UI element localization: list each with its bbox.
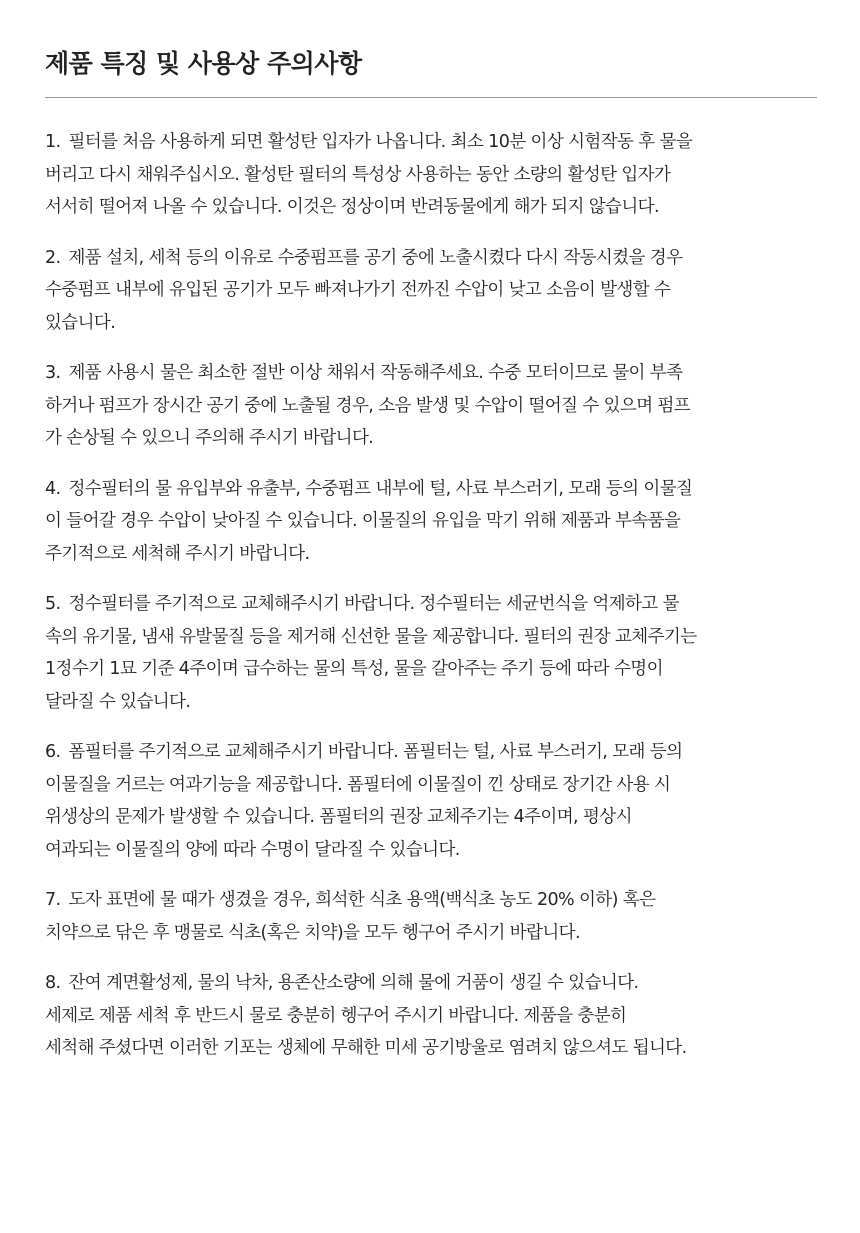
note-number: 5. xyxy=(45,594,61,614)
note-line: 수중펌프 내부에 유입된 공기가 모두 빠져나가기 전까진 수압이 낮고 소음이 발생할 수 xyxy=(45,280,671,300)
note-number: 7. xyxy=(45,890,61,910)
notes-list xyxy=(45,126,818,1065)
note-item xyxy=(45,473,817,571)
note-line: 버리고 다시 채워주십시오. 활성탄 필터의 특성상 사용하는 동안 소량의 활성탄 입자가 xyxy=(45,164,671,185)
note-line: 서서히 떨어져 나올 수 있습니다. 이것은 정상이며 반려동물에게 해가 되지 않습니다. xyxy=(45,197,659,217)
note-line: 주기적으로 세척해 주시기 바랍니다. xyxy=(45,543,310,564)
note-line: 위생상의 문제가 발생할 수 있습니다. 폼필터의 권장 교체주기는 4주이며, 평상시 xyxy=(45,807,632,827)
note-number: 2. xyxy=(45,247,61,268)
note-item xyxy=(45,967,817,1065)
note-line: 하거나 펌프가 장시간 공기 중에 노출될 경우, 소음 발생 및 수압이 떨어질 수 있으며 펌프 xyxy=(45,395,691,416)
page-title: 제품 특징 및 사용상 주의사항 xyxy=(45,49,362,78)
note-line: 여과되는 이물질의 양에 따라 수명이 달라질 수 있습니다. xyxy=(45,839,460,860)
note-line: 치약으로 닦은 후 맹물로 식초(혹은 치약)을 모두 헹구어 주시기 바랍니다. xyxy=(45,922,580,943)
note-line: 이물질을 거르는 여과기능을 제공합니다. 폼필터에 이물질이 낀 상태로 장기간 사용 시 xyxy=(45,774,671,795)
note-number: 4. xyxy=(45,478,61,499)
note-line: 8. 잔여 계면활성제, 물의 낙차, 용존산소량에 의해 물에 거품이 생길 수 있습니다. xyxy=(45,973,639,993)
note-line: 이 들어갈 경우 수압이 낮아질 수 있습니다. 이물질의 유입을 막기 위해 제품과 부속품을 xyxy=(45,511,681,531)
note-line: 1. 필터를 처음 사용하게 되면 활성탄 입자가 나옵니다. 최소 10분 이상 시험작동 후 물을 xyxy=(45,132,693,152)
note-number: 3. xyxy=(45,363,61,383)
title-divider xyxy=(45,97,817,98)
note-item xyxy=(45,588,817,718)
note-line: 속의 유기물, 냄새 유발물질 등을 제거해 신선한 물을 제공합니다. 필터의 권장 교체주기는 xyxy=(45,626,697,647)
note-number: 1. xyxy=(45,132,61,152)
note-line: 가 손상될 수 있으니 주의해 주시기 바랍니다. xyxy=(45,428,374,448)
note-item xyxy=(45,736,817,866)
note-item xyxy=(45,357,817,455)
note-line: 세척해 주셨다면 이러한 기포는 생체에 무해한 미세 공기방울로 염려치 않으셔도 됩니다. xyxy=(45,1038,687,1058)
note-line: 달라질 수 있습니다. xyxy=(45,691,191,712)
note-item xyxy=(45,126,817,224)
note-line: 1정수기 1묘 기준 4주이며 급수하는 물의 특성, 물을 갈아주는 주기 등에 따라 수명이 xyxy=(45,659,663,679)
note-number: 6. xyxy=(45,742,61,762)
note-line: 6. 폼필터를 주기적으로 교체해주시기 바랍니다. 폼필터는 털, 사료 부스러기, 모래 등의 xyxy=(45,742,683,762)
note-line: 5. 정수필터를 주기적으로 교체해주시기 바랍니다. 정수필터는 세균번식을 억제하고 물 xyxy=(45,594,679,614)
note-item xyxy=(45,242,817,340)
note-line: 4. 정수필터의 물 유입부와 유출부, 수중펌프 내부에 털, 사료 부스러기, 모래 등의 이물질 xyxy=(45,478,693,499)
note-line: 2. 제품 설치, 세척 등의 이유로 수중펌프를 공기 중에 노출시켰다 다시 작동시켰을 경우 xyxy=(45,247,683,268)
note-line: 3. 제품 사용시 물은 최소한 절반 이상 채워서 작동해주세요. 수중 모터이므로 물이 부족 xyxy=(45,363,683,383)
note-line: 있습니다. xyxy=(45,312,116,333)
note-number: 8. xyxy=(45,973,61,993)
note-item xyxy=(45,884,817,949)
note-line: 7. 도자 표면에 물 때가 생겼을 경우, 희석한 식초 용액(백식초 농도 20% 이하) 혹은 xyxy=(45,890,656,910)
note-line: 세제로 제품 세척 후 반드시 물로 충분히 헹구어 주시기 바랍니다. 제품을 충분히 xyxy=(45,1005,627,1026)
